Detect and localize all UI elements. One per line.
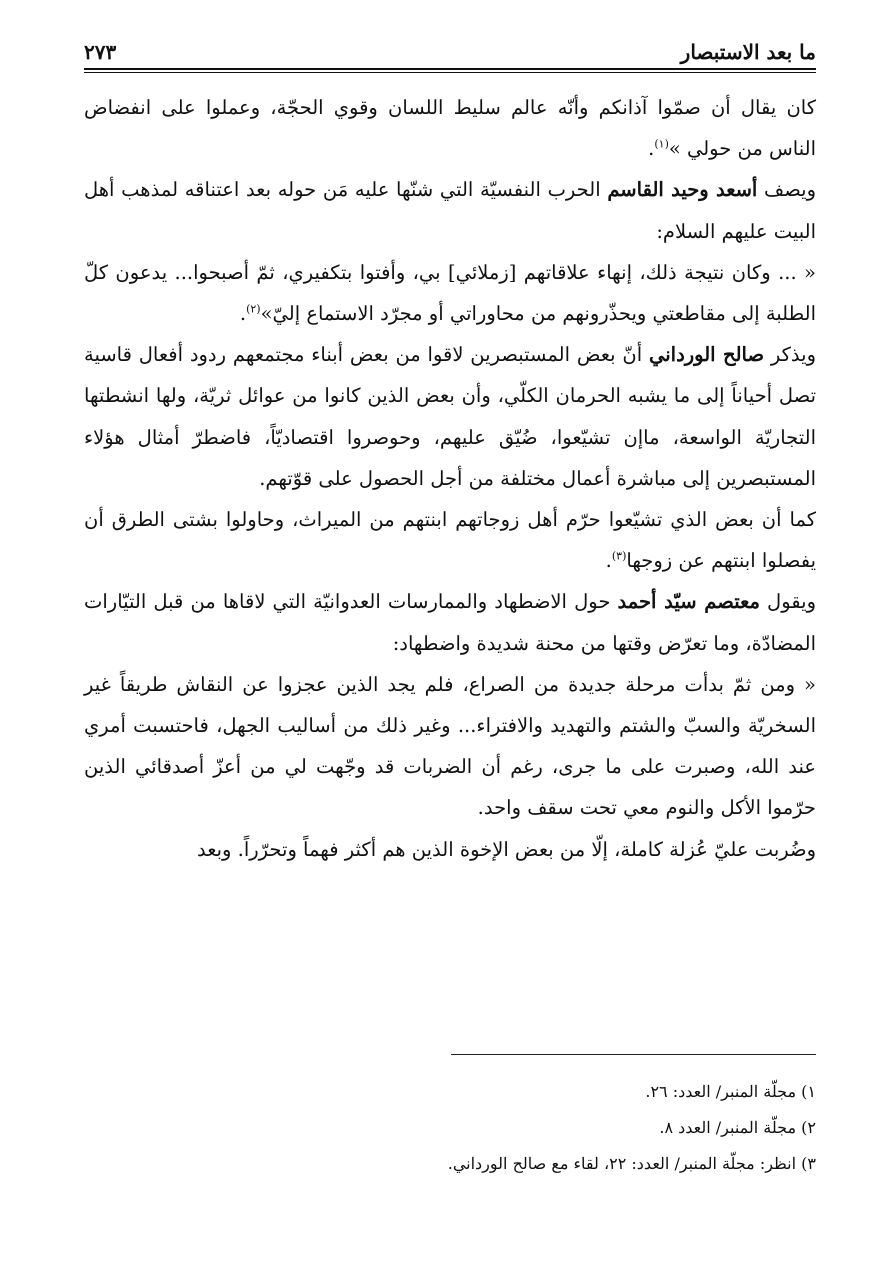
footnote-separator: [451, 1054, 816, 1055]
footnote-2: ٢) مجلّة المنبر/ العدد ٨.: [659, 1118, 816, 1137]
footnote-ref: (٣): [611, 549, 627, 563]
header-rule: [84, 68, 816, 73]
paragraph: [84, 334, 816, 499]
chapter-title: ما بعد الاستبصار: [680, 40, 816, 64]
text-run: أنّ بعض المستبصرين لاقوا من بعض أبناء مجتمعهم ردود أفعال قاسية تصل أحياناً إلى ما يشبه الحرمان الكلّي، وأن بعض الذين كانوا من عوائل ثريّة، ولها انشطتها التجاريّة الواسعة، ماإن تشيّعوا، ضُيّق عليهم، وحوصروا اقتصاديّاً، فاضطرّ أمثال هؤلاء المستبصرين إلى مباشرة أعمال مختلفة من أجل الحصول على قوّتهم.: [84, 343, 816, 490]
text-run: « ... وكان نتيجة ذلك، إنهاء علاقاتهم [زملائي] بي، وأفتوا بتكفيري، ثمّ أصبحوا... يدعون كلّ الطلبة إلى مقاطعتي ويحذّرونهم من محاوراتي أو مجرّد الاستماع إليّ»: [84, 260, 816, 326]
bold-name: صالح الورداني: [648, 343, 765, 367]
footnote-1: ١) مجلّة المنبر/ العدد: ٢٦.: [645, 1082, 816, 1101]
paragraph: [84, 664, 816, 829]
paragraph: [84, 499, 816, 581]
text-run: ويقول: [759, 590, 816, 614]
bold-name: أسعد وحيد القاسم: [607, 178, 758, 202]
footnote-3: ٣) انظر: مجلّة المنبر/ العدد: ٢٢، لقاء مع صالح الورداني.: [447, 1154, 816, 1173]
text-run: .: [648, 137, 655, 161]
text-run: .: [239, 302, 247, 326]
paragraph: [84, 252, 816, 334]
book-page: [84, 30, 816, 1230]
page-number: ٢٧٣: [84, 40, 117, 64]
text-run: كان يقال أن صمّوا آذانكم وأنّه عالم سليط اللسان وقوي الحجّة، وعملوا على انفضاض الناس من حولي »: [84, 96, 816, 161]
paragraph: [84, 87, 816, 169]
text-run: ويذكر: [764, 343, 816, 367]
paragraph: [84, 169, 816, 251]
footnote-ref: (٢): [246, 302, 261, 316]
text-run: الحرب النفسيّة التي شنّها عليه مَن حوله بعد اعتناقه لمذهب أهل البيت عليهم السلام:: [84, 178, 816, 243]
text-run: .: [605, 549, 612, 573]
text-run: « ومن ثمّ بدأت مرحلة جديدة من الصراع، فلم يجد الذين عجزوا عن النقاش طريقاً غير السخريّة والسبّ والشتم والتهديد والافتراء... وغير ذلك من أساليب الجهل، فاحتسبت أمري عند الله، وصبرت على ما جرى، رغم أن الضربات قد وجّهت لي من أعزّ أصدقائي الذين حرّموا الأكل والنوم معي تحت سقف واحد.: [84, 672, 816, 820]
body-text: [84, 87, 816, 870]
paragraph: [84, 581, 816, 663]
bold-name: معتصم سيّد أحمد: [617, 590, 760, 614]
footnote-ref: (١): [654, 137, 669, 151]
paragraph: [84, 829, 816, 870]
footnotes: [84, 1074, 816, 1182]
text-run: وضُربت عليّ عُزلة كاملة، إلّا من بعض الإخوة الذين هم أكثر فهماً وتحرّراً. وبعد: [196, 837, 816, 861]
text-run: كما أن بعض الذي تشيّعوا حرّم أهل زوجاتهم ابنتهم من الميراث، وحاولوا بشتى الطرق أن يفصلوا ابنتهم عن زوجها: [84, 508, 816, 573]
text-run: ويصف: [757, 178, 816, 202]
running-header: [84, 30, 816, 68]
text-run: حول الاضطهاد والممارسات العدوانيّة التي لاقاها من قبل التيّارات المضادّة، وما تعرّض وقتها من محنة شديدة واضطهاد:: [84, 590, 816, 655]
